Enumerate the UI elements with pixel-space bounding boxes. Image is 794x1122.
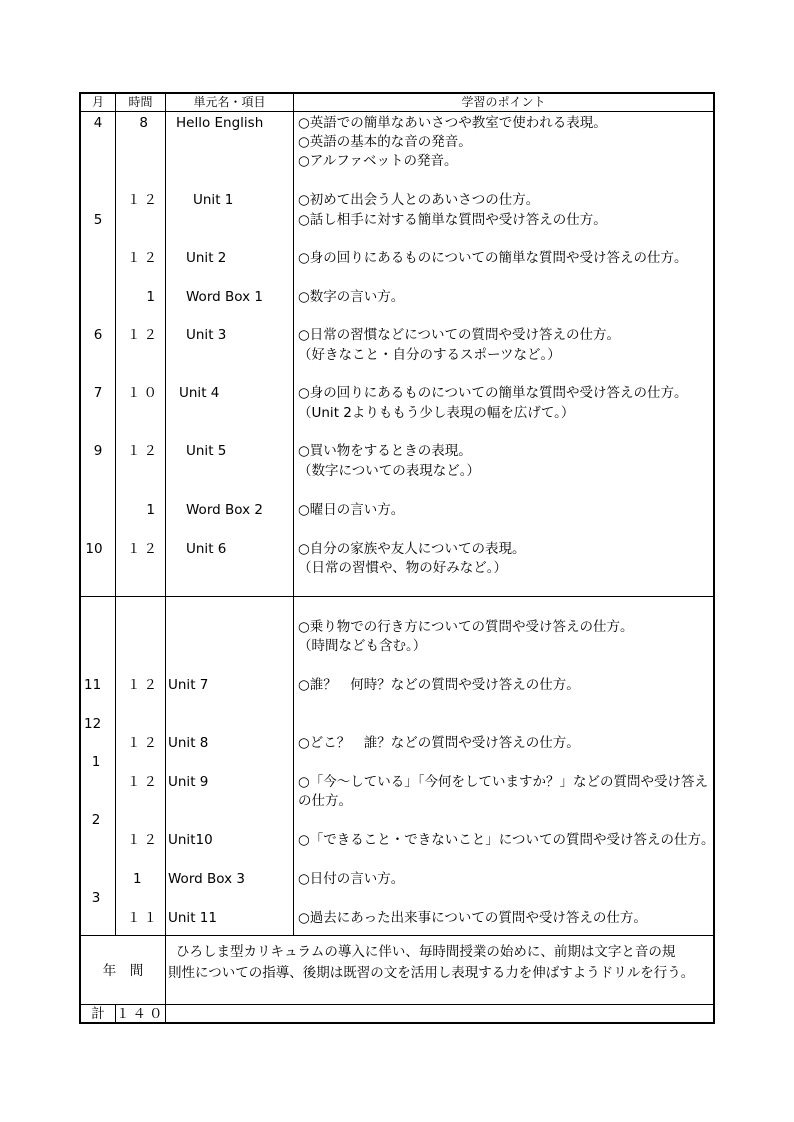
- header-bottom-border: [79, 111, 715, 112]
- table-left-border: [79, 92, 81, 1024]
- month-cell: 11: [84, 677, 102, 693]
- point-line: ○身の回りにあるものについての簡単な質問や受け答えの仕方。: [298, 385, 688, 401]
- total-value: １４０: [116, 1006, 166, 1022]
- unit-cell: Unit 5: [186, 443, 227, 459]
- point-line: ○初めて出会う人とのあいさつの仕方。: [298, 192, 540, 208]
- point-line: ○話し相手に対する簡単な質問や受け答えの仕方。: [298, 212, 607, 228]
- point-line: （Unit 2よりももう少し表現の幅を広げて。）: [298, 405, 575, 421]
- point-line: ○買い物をするときの表現。: [298, 443, 472, 459]
- point-line: （好きなこと・自分のするスポーツなど。）: [298, 347, 561, 363]
- header-hours: 時間: [128, 95, 153, 109]
- unit-cell: Unit 3: [186, 327, 227, 343]
- hours-cell: １２: [127, 677, 160, 693]
- month-cell: 1: [91, 754, 101, 770]
- half-divider: [79, 596, 715, 597]
- month-cell: 12: [84, 716, 102, 732]
- month-cell: 9: [93, 443, 103, 459]
- header-points: 学習のポイント: [461, 95, 546, 109]
- unit-cell: Word Box 3: [168, 871, 245, 887]
- point-line: の仕方。: [298, 793, 352, 809]
- unit-cell: Unit10: [168, 832, 213, 848]
- hours-cell: １２: [127, 541, 160, 557]
- unit-cell: Unit 9: [168, 774, 209, 790]
- point-line: ○身の回りにあるものについての簡単な質問や受け答えの仕方。: [298, 250, 688, 266]
- month-cell: 7: [93, 385, 103, 401]
- month-cell: 6: [93, 327, 103, 343]
- point-line: ○乗り物での行き方についての質問や受け答えの仕方。: [298, 619, 634, 635]
- hours-cell: １２: [127, 327, 160, 343]
- hours-cell: １２: [127, 250, 160, 266]
- point-line: ○アルファベットの発音。: [298, 153, 458, 169]
- month-cell: 2: [91, 812, 101, 828]
- unit-cell: Word Box 1: [186, 289, 263, 305]
- point-line: ○どこ？ 誰？などの質問や受け答えの仕方。: [298, 735, 580, 751]
- point-line: ○自分の家族や友人についての表現。: [298, 541, 526, 557]
- point-line: ○英語での簡単なあいさつや教室で使われる表現。: [298, 115, 607, 131]
- table-bottom-border: [79, 1022, 715, 1024]
- hours-cell: 8: [139, 115, 148, 131]
- hours-col-border: [165, 92, 166, 1024]
- hours-cell: 1: [146, 289, 155, 305]
- unit-cell: Unit 7: [168, 677, 209, 693]
- yearly-label: 年 間: [102, 963, 144, 979]
- month-cell: 4: [93, 115, 103, 131]
- total-top-border: [79, 1004, 715, 1005]
- unit-cell: Unit 4: [179, 385, 220, 401]
- unit-cell: Unit 6: [186, 541, 227, 557]
- hours-cell: １０: [127, 385, 160, 401]
- unit-cell: Unit 2: [186, 250, 227, 266]
- unit-cell: Unit 11: [168, 910, 217, 926]
- unit-cell: Word Box 2: [186, 502, 263, 518]
- unit-cell: Unit 1: [193, 192, 234, 208]
- unit-col-border: [293, 92, 294, 936]
- point-line: （日常の習慣や、物の好みなど。）: [298, 560, 507, 576]
- month-cell: 3: [91, 890, 101, 906]
- hours-cell: 1: [133, 871, 142, 887]
- yearly-top-border: [79, 935, 715, 936]
- header-unit: 単元名・項目: [193, 95, 266, 109]
- point-line: （時間なども含む。）: [298, 638, 427, 654]
- point-line: ○英語の基本的な音の発音。: [298, 134, 472, 150]
- yearly-text-line: 則性についての指導、後期は既習の文を活用し表現する力を伸ばすようドリルを行う。: [168, 965, 695, 981]
- unit-cell: Unit 8: [168, 735, 209, 751]
- hours-cell: １２: [127, 735, 160, 751]
- unit-cell: Hello English: [176, 115, 264, 131]
- hours-cell: １２: [127, 832, 160, 848]
- month-cell: 10: [85, 541, 103, 557]
- hours-cell: 1: [146, 502, 155, 518]
- point-line: ○数字の言い方。: [298, 289, 405, 305]
- point-line: （数字についての表現など。）: [298, 463, 480, 479]
- point-line: ○「できること・できないこと」についての質問や受け答えの仕方。: [298, 832, 715, 848]
- hours-cell: １２: [127, 774, 160, 790]
- point-line: ○「今～している」「今何をしていますか？」などの質問や受け答え: [298, 774, 709, 790]
- hours-cell: １１: [127, 910, 160, 926]
- point-line: ○日常の習慣などについての質問や受け答えの仕方。: [298, 327, 621, 343]
- month-cell: 5: [93, 212, 103, 228]
- point-line: ○日付の言い方。: [298, 871, 405, 887]
- point-line: ○曜日の言い方。: [298, 502, 405, 518]
- hours-cell: １２: [127, 192, 160, 208]
- yearly-text-line: ひろしま型カリキュラムの導入に伴い、毎時間授業の始めに、前期は文字と音の規: [176, 944, 676, 960]
- table-right-border: [713, 92, 715, 1024]
- header-month: 月: [91, 95, 104, 109]
- total-label: 計: [91, 1006, 105, 1022]
- point-line: ○誰？ 何時？などの質問や受け答えの仕方。: [298, 677, 580, 693]
- point-line: ○過去にあった出来事についての質問や受け答えの仕方。: [298, 910, 647, 926]
- hours-cell: １２: [127, 443, 160, 459]
